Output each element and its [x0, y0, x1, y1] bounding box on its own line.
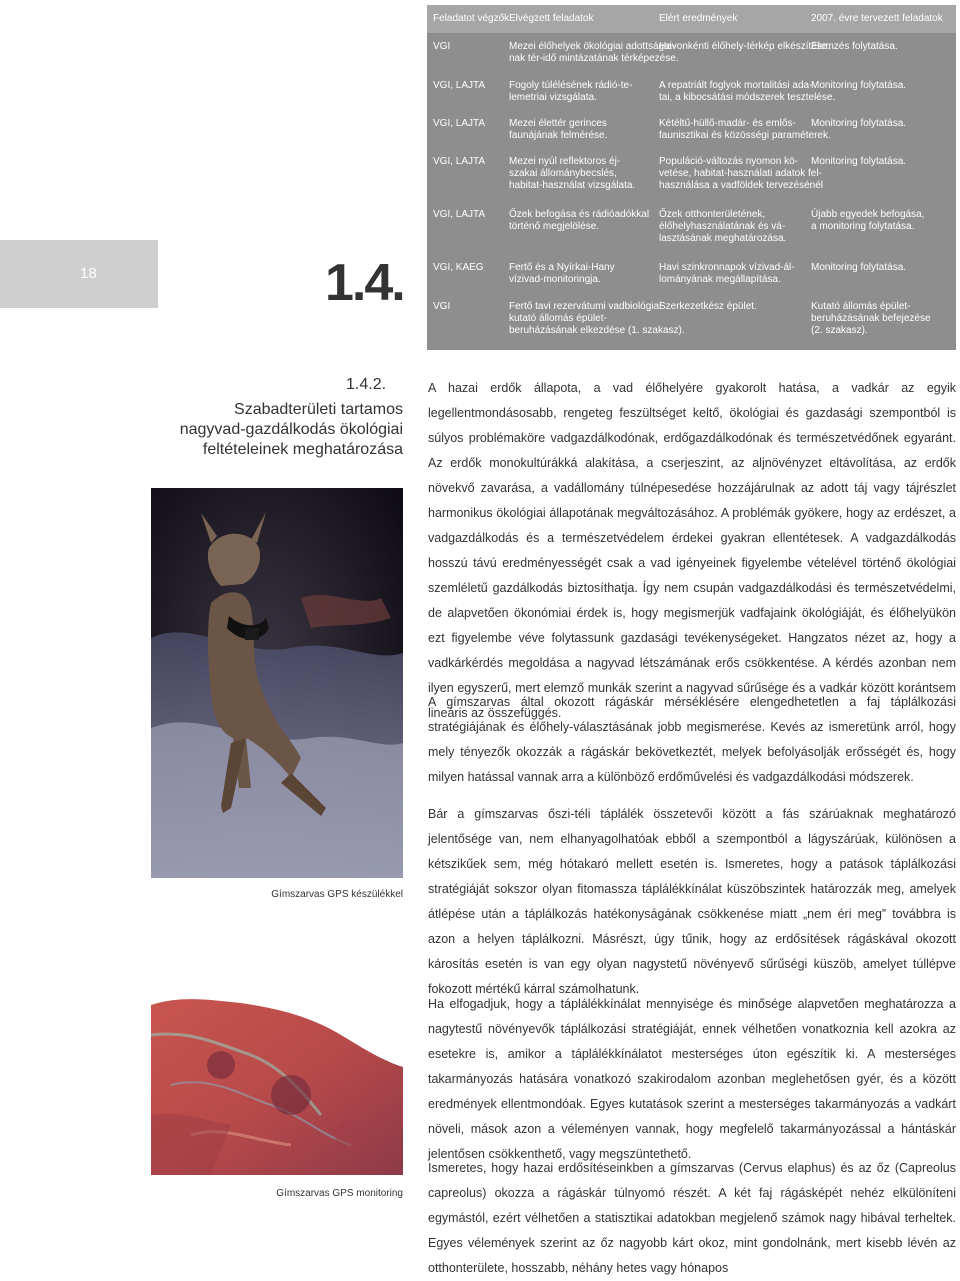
table-cell: VGI, LAJTA: [433, 80, 486, 91]
table-cell: Szerkezetkész épület.: [659, 301, 757, 312]
body-paragraph: A hazai erdők állapota, a vad élőhelyére gyakorolt hatása, a vadkár az egyik legellentmondásosabb, rengeteg feszültséget keltő, ökológiai és gazdasági szempontból is súlyos problémaköre vadgazdálkodónak, erdőgazdálkodónak és természetvédőnek egyaránt. Az erdők monokultúrákká alakítása, a cserjeszint, az aljnövényzet eltávolítása, az erdők növekvő zavarása, a vadállomány túlnépesedése hozzájárulnak az adott táj vagy tájrészlet harmonikus ökológiai állapotának megváltozásához. A problémák gyökere, hogy az erdészet, a vadgazdálkodás és a természetvédelem érdekei gyakran ellentétesek. A vadgazdálkodás hosszú távú eredményességét csak a vad igényeinek figyelembe vételével történő ökológiai szemléletű gazdálkodás biztosíthatja. Így nem csupán vadgazdálkodási és természetvédelmi, de alapvetően ökonómiai érdek is, hogy megismerjük vadfajaink ökológiáját, és élőhelyükön ezt figyelembe véve folytassunk gazdasági tevékenységeket. Hangzatos nézet az, hogy a vadkárkérdés megoldása a nagyvad létszámának erős csökkentése. A kérdés azonban nem ilyen egyszerű, mert elemző munkák szerint a nagyvad sűrűsége és a vadkár között korántsem lineáris az összefüggés.: [428, 381, 956, 720]
table-cell: Monitoring folytatása.: [811, 262, 907, 273]
table-cell: Havonkénti élőhely-térkép elkészítése.: [659, 41, 831, 52]
table-cell: Elemzés folytatása.: [811, 41, 898, 52]
table-cell: Populáció-változás nyomon kö- vetése, habitat-használati adatok fel- használása a vadföldek tervezésénél: [659, 156, 823, 191]
table-cell: Havi szinkronnapok vízivad-ál- lományának megállapítása.: [659, 262, 795, 285]
table-cell: VGI, LAJTA: [433, 156, 486, 167]
gps-monitoring-photo: [151, 995, 403, 1175]
table-cell: VGI, LAJTA: [433, 209, 486, 220]
table-cell: Monitoring folytatása.: [811, 156, 907, 167]
table-cell: A repatriált foglyok mortalitási ada- tai, a kibocsátási módszerek tesztelése.: [659, 80, 836, 103]
table-cell: Újabb egyedek befogása, a monitoring folytatása.: [811, 209, 925, 232]
subsection-title-line: nagyvad-gazdálkodás ökológiai: [179, 421, 403, 438]
page-number: 18: [80, 265, 97, 282]
header-completed-tasks: Elvégzett feladatok: [509, 13, 594, 24]
table-cell: VGI: [433, 41, 451, 52]
subsection-title: [143, 400, 403, 460]
photo-caption: Gímszarvas GPS készülékkel: [271, 889, 403, 900]
section-number: 1.4.: [325, 254, 404, 312]
table-cell: Fertő és a Nyírkai-Hany vízivad-monitoringja.: [509, 262, 615, 285]
table-cell: VGI, KAEG: [433, 262, 484, 273]
subsection-title-line: feltételeinek meghatározása: [202, 441, 403, 458]
table-cell: VGI, LAJTA: [433, 118, 486, 129]
header-performers: Feladatot végzők: [433, 13, 510, 24]
results-table: [427, 5, 956, 350]
subsection-title-line: Szabadterületi tartamos: [234, 401, 403, 418]
table-cell: Mezei élettér gerinces faunájának felmérése.: [509, 118, 608, 141]
table-cell: Fogoly túlélésének rádió-te- lemetriai vizsgálata.: [509, 80, 633, 103]
table-cell: Fertő tavi rezervátumi vadbiológiai kutató állomás épület- beruházásának elkezdése (1. szakasz).: [509, 301, 685, 336]
table-cell: Monitoring folytatása.: [811, 80, 907, 91]
header-results: Elért eredmények: [659, 13, 738, 24]
table-cell: Kutató állomás épület- beruházásának befejezése (2. szakasz).: [811, 301, 931, 336]
header-planned-tasks: 2007. évre tervezett feladatok: [811, 13, 943, 24]
body-paragraph: A gímszarvas által okozott rágáskár mérséklésére elengedhetetlen a faj táplálkozási stratégiájának és élőhely-választásának jobb megismerése. Kevés az ismeretünk arról, hogy mely tényezők okozzák a rágáskár bekövetkeztét, melyek befolyásolják erősségét és, hogy milyen hatással vannak arra a különböző erdőművelési és vadgazdálkodási módszerek.: [428, 695, 956, 784]
body-paragraph: Ismeretes, hogy hazai erdősítéseinkben a gímszarvas (Cervus elaphus) és az őz (Capreolus capreolus) okozza a rágáskár túlnyomó részét. A két faj rágásképét nehéz elkülöníteni egymástól, ezért vélhetően a statisztikai adatokban megjelenő számok nagy hibával terheltek. Egyes vélemények szerint az őz nagyobb kárt okoz, mint gondolnánk, mert kisebb lévén az otthonterülete, hosszabb, néhány hetes vagy hónapos: [428, 1161, 956, 1275]
body-paragraph: Bár a gímszarvas őszi-téli táplálék összetevői között a fás szárúaknak meghatározó jelentősége van, nem elhanyagolhatóak ebből a szempontból a lágyszárúak, különösen a kétszikűek sem, még hótakaró mellett esetén is. Ismeretes, hogy a patások táplálkozási stratégiáját sokszor olyan fitomassza táplálékkínálat küszöbszintek határozzák meg, amelyek átlépése után a táplálkozás hatékonyságának csökkenése miatt „nem éri meg” továbbra is azon a helyen táplálkozni. Másrészt, úgy tűnik, hogy az erdősítések rágáskával okozott károsítás esetén is van egy olyan nagystetű növényevő sűrűségi küszöb, amelyet túllépve fokozott mértékű kárral számolhatunk.: [428, 807, 956, 996]
table-cell: Őzek otthonterületének, élőhelyhasználatának és vá- lasztásának meghatározása.: [659, 209, 787, 244]
table-header: [427, 5, 956, 33]
table-cell: Mezei nyúl reflektoros éj- szakai állománybecslés, habitat-használat vizsgálata.: [509, 156, 636, 191]
page-number-tab: [0, 240, 158, 308]
table-cell: Kétéltű-hüllő-madár- és emlős- faunisztikai és közösségi paraméterek.: [659, 118, 831, 141]
table-cell: VGI: [433, 301, 451, 312]
table-cell: Mezei élőhelyek ökológiai adottságai- nak tér-idő mintázatának térképezése.: [509, 41, 679, 64]
table-cell: Monitoring folytatása.: [811, 118, 907, 129]
body-paragraph: Ha elfogadjuk, hogy a táplálékkínálat mennyisége és minősége alapvetően meghatározza a nagytestű növényevők táplálkozási stratégiáját, ennek vélhetően vonatkoznia kell azokra az esetekre is, amikor a táplálékkínálatot mesterséges úton egészítik ki. A mesterséges takarmányozás hatására vonatkozó szakirodalom azonban meglehetősen gyér, és a között eredmények ellentmondóak. Egyes kutatások szerint a mesterséges takarmányozás a vadkárt növeli, mások azon a véleményen vannak, hogy megfelelő takarmányozással a hántáskár jelentősen csökkenthető, vagy megszüntethető.: [428, 997, 956, 1161]
photo-caption: Gímszarvas GPS monitoring: [276, 1188, 403, 1199]
table-cell: Őzek befogása és rádióadókkal történő megjelölése.: [509, 209, 650, 232]
subsection-number: 1.4.2.: [346, 376, 387, 393]
deer-gps-collar-photo: [151, 488, 403, 878]
